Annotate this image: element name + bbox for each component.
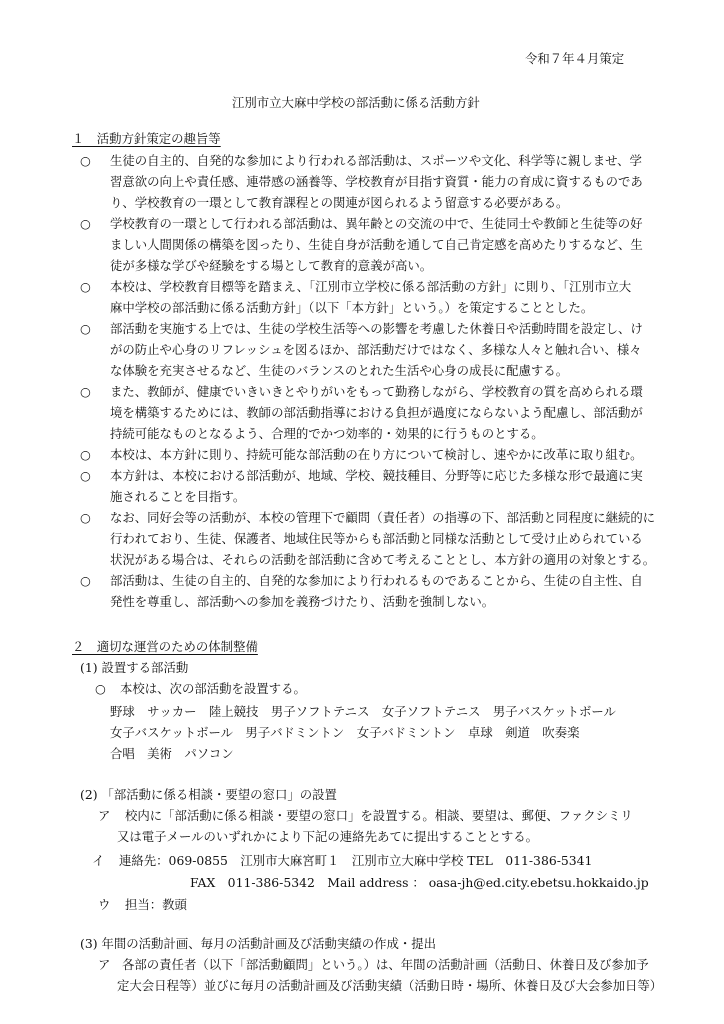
contact-line: 連絡先：069-0855 江別市大麻宮町１ 江別市立大麻中学校 TEL 011-386-5341 [119,853,593,868]
clubs-intro: 本校は、次の部活動を設置する。 [120,681,306,696]
paragraph-line: なお、同好会等の活動が、本校の管理下で顧問（責任者）の指導の下、部活動と同程度に継続的に [110,510,656,525]
bullet-circle: ○ [80,447,91,462]
paragraph-line: 定大会日程等）並びに毎月の活動計画及び活動実績（活動日時・場所、休養日及び大会参加日等） [117,978,663,993]
paragraph-line: 部活動は、生徒の自主的、自発的な参加により行われるものであることから、生徒の自主性、自 [110,573,643,588]
bullet-circle: ○ [80,573,91,588]
paragraph-line: 各部の責任者（以下「部活動顧問」という。）は、年間の活動計画（活動日、休養日及び参加予 [122,957,649,972]
paragraph-line: ましい人間関係の構築を図ったり、生徒自身が活動を通して自己肯定感を高めたりするなど、生 [110,237,643,252]
paragraph-line: がの防止や心身のリフレッシュを図るほか、部活動だけではなく、多様な人々と触れ合い、様々 [110,342,642,357]
item-marker-a: ア [98,957,111,972]
paragraph-line: 施されることを目指す。 [110,489,246,504]
club-list-line: 合唱 美術 パソコン [110,746,234,761]
paragraph-line: 本校は、本方針に則り、持続可能な部活動の在り方について検討し、速やかに改革に取り組む。 [110,447,643,462]
club-list-line: 女子バスケットボール 男子バドミントン 女子バドミントン 卓球 剣道 吹奏楽 [110,725,580,740]
document-title: 江別市立大麻中学校の部活動に係る活動方針 [232,95,480,110]
paragraph-line: 又は電子メールのいずれかにより下記の連絡先あてに提出することとする。 [117,829,539,844]
subsection-1-heading: (1) 設置する部活動 [80,660,189,675]
paragraph-line: 状況がある場合は、それらの活動を部活動に含めて考えることとし、本方針の適用の対象とする。 [110,552,656,567]
bullet-circle: ○ [95,681,106,696]
bullet-circle: ○ [80,384,91,399]
paragraph-line: 行われており、生徒、保護者、地域住民等からも部活動と同様な活動として受け止められている [110,531,643,546]
subsection-3-heading: (3) 年間の活動計画、毎月の活動計画及び活動実績の作成・提出 [80,936,437,951]
paragraph-line: 本校は、学校教育目標等を踏まえ、「江別市立学校に係る部活動の方針」に則り、「江別市立大 [110,279,632,294]
item-marker-a: ア [98,808,111,823]
section-2-heading: ２ 適切な運営のための体制整備 [72,639,258,654]
bullet-circle: ○ [80,279,91,294]
section-1-heading: １ 活動方針策定の趣旨等 [72,131,221,146]
bullet-circle: ○ [80,216,91,231]
person-in-charge: 担当：教頭 [125,897,187,912]
subsection-2-heading: (2) 「部活動に係る相談・要望の窓口」の設置 [80,787,337,802]
paragraph-line: 麻中学校の部活動に係る活動方針」（以下「本方針」という。）を策定することとした。 [110,300,594,315]
club-list-line: 野球 サッカー 陸上競技 男子ソフトテニス 女子ソフトテニス 男子バスケットボール [110,704,616,719]
bullet-circle: ○ [80,510,91,525]
fax-mail-line: FAX 011-386-5342 Mail address ： oasa-jh@ed.city.ebetsu.hokkaido.jp [190,875,649,890]
bullet-circle: ○ [80,321,91,336]
bullet-circle: ○ [80,468,91,483]
paragraph-line: 発性を尊重し、部活動への参加を義務づけたり、活動を強制しない。 [110,594,495,609]
item-marker-i: イ [92,853,105,868]
enactment-date: 令和７年４月策定 [525,51,625,66]
paragraph-line: 境を構築するためには、教師の部活動指導における負担が過度にならないよう配慮し、部活動が [110,405,643,420]
paragraph-line: 学校教育の一環として行われる部活動は、異年齢との交流の中で、生徒同士や教師と生徒等の好 [110,216,643,231]
paragraph-line: また、教師が、健康でいきいきとやりがいをもって勤務しながら、学校教育の質を高められる環 [110,384,643,399]
paragraph-line: 部活動を実施する上では、生徒の学校生活等への影響を考慮した休養日や活動時間を設定し、け [110,321,643,336]
paragraph-line: 本方針は、本校における部活動が、地域、学校、競技種目、分野等に応じた多様な形で最適に実 [110,468,643,483]
paragraph-line: 徒が多様な学びや経験をする場として教育的意義が高い。 [110,258,433,273]
paragraph-line: 校内に「部活動に係る相談・要望の窓口」を設置する。相談、要望は、郵便、ファクシミリ [125,808,633,823]
item-marker-u: ウ [98,897,111,912]
paragraph-line: 生徒の自主的、自発的な参加により行われる部活動は、スポーツや文化、科学等に親しませ、学 [110,153,642,168]
paragraph-line: 持続可能なものとなるよう、合理的でかつ効率的・効果的に行うものとする。 [110,426,544,441]
paragraph-line: り、学校教育の一環として教育課程との関連が図られるよう留意する必要がある。 [110,195,569,210]
paragraph-line: な体験を充実させるなど、生徒のバランスのとれた生活や心身の成長に配慮する。 [110,363,569,378]
bullet-circle: ○ [80,153,91,168]
paragraph-line: 習意欲の向上や責任感、連帯感の涵養等、学校教育が目指す資質・能力の育成に資するものであ [110,174,643,189]
